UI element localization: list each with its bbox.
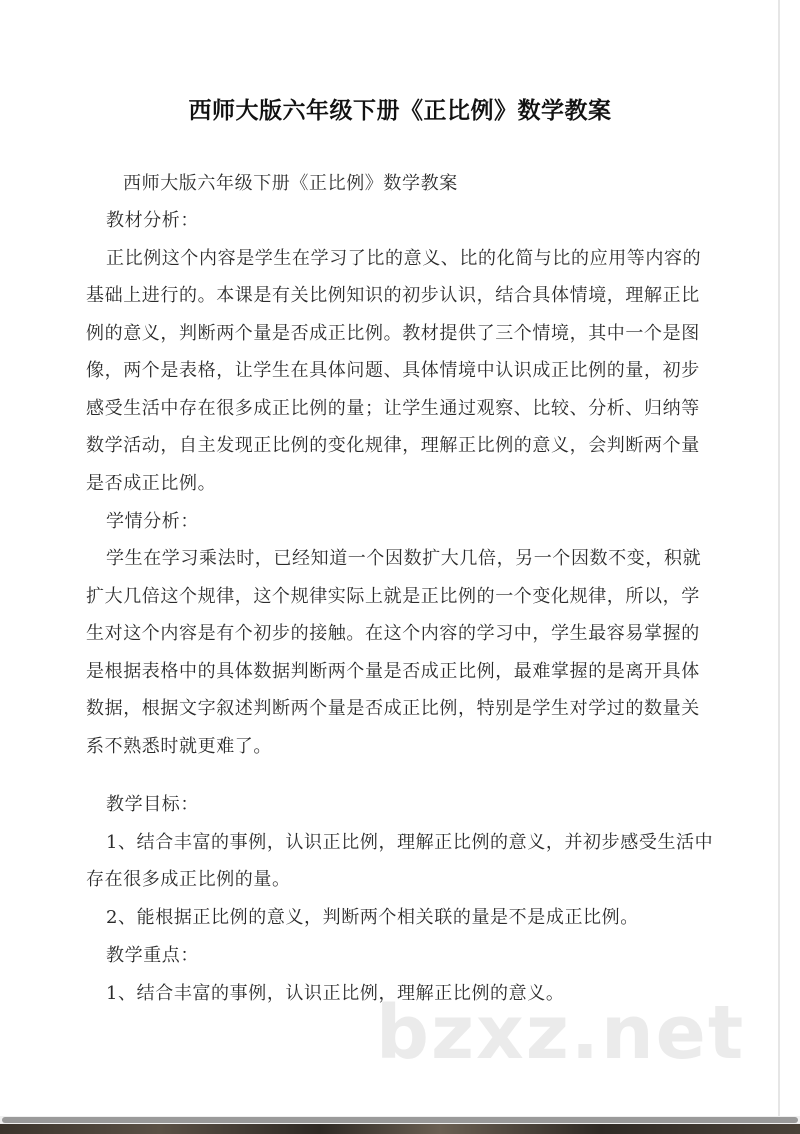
paragraph-line: 数据，根据文字叙述判断两个量是否成正比例，特别是学生对学过的数量关 xyxy=(86,698,700,719)
section-heading-teaching-focus: 教学重点： xyxy=(106,945,199,966)
paragraph-line: 例的意义，判断两个量是否成正比例。教材提供了三个情境，其中一个是图 xyxy=(86,323,700,344)
horizontal-scrollbar-thumb[interactable] xyxy=(2,1117,798,1123)
paragraph-line: 生对这个内容是有个初步的接触。在这个内容的学习中，学生最容易掌握的 xyxy=(86,623,700,644)
paragraph-line: 像，两个是表格，让学生在具体问题、具体情境中认识成正比例的量，初步 xyxy=(86,360,700,381)
paragraph-line: 是根据表格中的具体数据判断两个量是否成正比例，最难掌握的是离开具体 xyxy=(86,661,700,682)
paragraph-line: 系不熟悉时就更难了。 xyxy=(86,736,272,757)
page-right-edge xyxy=(778,0,800,1116)
section-heading-textbook-analysis: 教材分析： xyxy=(106,210,199,231)
paragraph-line: 存在很多成正比例的量。 xyxy=(86,869,291,890)
background-strip xyxy=(0,1124,800,1134)
paragraph-line: 1、结合丰富的事例，认识正比例，理解正比例的意义。 xyxy=(106,983,565,1004)
paragraph-line: 1、结合丰富的事例，认识正比例，理解正比例的意义，并初步感受生活中 xyxy=(106,832,714,853)
paragraph-line: 2、能根据正比例的意义，判断两个相关联的量是不是成正比例。 xyxy=(106,907,639,928)
section-heading-teaching-goals: 教学目标： xyxy=(106,794,199,815)
paragraph-line: 数学活动，自主发现正比例的变化规律，理解正比例的意义，会判断两个量 xyxy=(86,435,700,456)
paragraph-line: 正比例这个内容是学生在学习了比的意义、比的化简与比的应用等内容的 xyxy=(106,248,702,269)
paragraph-line: 学生在学习乘法时，已经知道一个因数扩大几倍，另一个因数不变，积就 xyxy=(106,548,702,569)
document-subtitle: 西师大版六年级下册《正比例》数学教案 xyxy=(123,173,458,194)
paragraph-line: 基础上进行的。本课是有关比例知识的初步认识，结合具体情境，理解正比 xyxy=(86,285,700,306)
watermark: bzxz.net xyxy=(376,990,746,1076)
section-heading-learner-analysis: 学情分析： xyxy=(106,511,199,532)
horizontal-scrollbar[interactable] xyxy=(0,1116,800,1124)
paragraph-line: 是否成正比例。 xyxy=(86,473,217,494)
paragraph-line: 感受生活中存在很多成正比例的量；让学生通过观察、比较、分析、归纳等 xyxy=(86,398,700,419)
document-title: 西师大版六年级下册《正比例》数学教案 xyxy=(188,98,612,124)
paragraph-line: 扩大几倍这个规律，这个规律实际上就是正比例的一个变化规律，所以，学 xyxy=(86,586,700,607)
